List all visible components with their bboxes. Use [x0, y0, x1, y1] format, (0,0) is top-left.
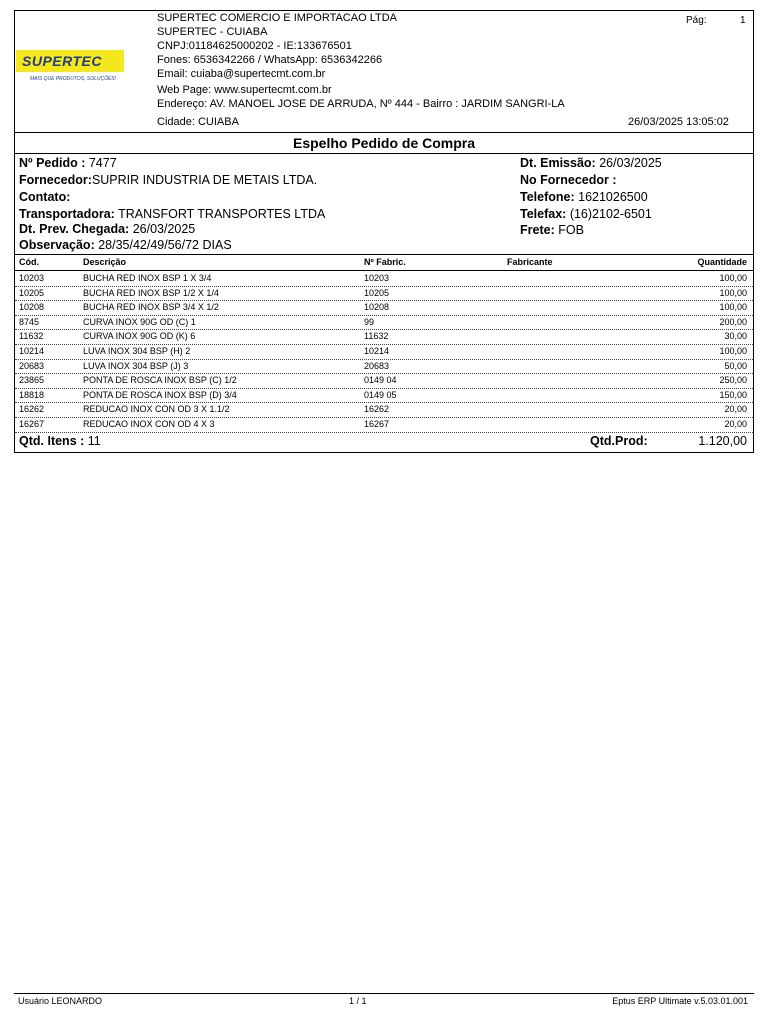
cell-descricao: REDUCAO INOX CON OD 3 X 1.1/2 — [83, 404, 230, 415]
cell-quantidade: 30,00 — [724, 331, 747, 342]
item-count-label: Qtd. Itens : — [19, 434, 85, 448]
table-row — [15, 402, 753, 418]
cell-quantidade: 100,00 — [719, 287, 747, 298]
table-row — [15, 388, 753, 404]
cell-cod: 8745 — [19, 316, 40, 327]
contact-label: Contato: — [19, 190, 71, 204]
cell-n-fabric: 10208 — [364, 302, 390, 313]
cell-descricao: LUVA INOX 304 BSP (J) 3 — [83, 360, 189, 371]
cell-quantidade: 20,00 — [724, 419, 747, 429]
cell-descricao: PONTA DE ROSCA INOX BSP (D) 3/4 — [83, 389, 237, 400]
print-datetime: 26/03/2025 13:05:02 — [628, 116, 729, 128]
table-row — [15, 344, 753, 360]
supplier-number-label: No Fornecedor : — [520, 173, 617, 187]
fax-row — [520, 206, 652, 222]
cell-cod: 18818 — [19, 389, 45, 400]
cell-quantidade: 150,00 — [719, 389, 747, 400]
total-qty-value: 1.120,00 — [698, 434, 747, 448]
company-email: Email: cuiaba@supertecmt.com.br — [157, 68, 326, 80]
observation-row — [19, 237, 232, 253]
order-number-value: 7477 — [88, 156, 117, 170]
cell-n-fabric: 10205 — [364, 287, 390, 298]
cell-cod: 10203 — [19, 273, 45, 283]
arrival-label: Dt. Prev. Chegada: — [19, 222, 130, 236]
cell-n-fabric: 0149 05 — [364, 389, 397, 400]
issue-date-value: 26/03/2025 — [599, 156, 662, 170]
table-row — [15, 300, 753, 316]
fax-label: Telefax: — [520, 207, 567, 221]
phone-row — [520, 189, 648, 205]
header-cod: Cód. — [19, 257, 39, 267]
table-row — [15, 329, 753, 345]
page-footer — [14, 993, 754, 1008]
cell-cod: 10208 — [19, 302, 45, 313]
footer-version: Eptus ERP Ultimate v.5.03.01.001 — [612, 996, 748, 1006]
supplier-value: SUPRIR INDUSTRIA DE METAIS LTDA. — [91, 173, 318, 187]
page-number: 1 — [740, 15, 746, 26]
company-phones: Fones: 6536342266 / WhatsApp: 6536342266 — [157, 54, 383, 66]
cell-cod: 23865 — [19, 375, 45, 386]
page-label: Pág: — [686, 15, 707, 26]
cell-cod: 10205 — [19, 287, 45, 298]
item-count-value: 11 — [87, 434, 101, 448]
cell-n-fabric: 99 — [364, 316, 375, 327]
freight-label: Frete: — [520, 223, 555, 237]
cell-descricao: PONTA DE ROSCA INOX BSP (C) 1/2 — [83, 375, 237, 386]
cell-n-fabric: 16267 — [364, 419, 390, 429]
phone-value: 1621026500 — [578, 190, 648, 204]
order-info — [14, 154, 754, 255]
company-name: SUPERTEC COMERCIO E IMPORTACAO LTDA — [157, 12, 397, 24]
carrier-row — [19, 206, 325, 222]
cell-n-fabric: 11632 — [364, 331, 389, 342]
document-title: Espelho Pedido de Compra — [14, 133, 754, 154]
freight-row — [520, 222, 584, 238]
table-row — [15, 359, 753, 375]
cell-n-fabric: 20683 — [364, 360, 390, 371]
table-row — [15, 271, 753, 287]
carrier-value: TRANSFORT TRANSPORTES LTDA — [118, 207, 326, 221]
carrier-label: Transportadora: — [19, 207, 115, 221]
footer-pages: 1 / 1 — [349, 996, 367, 1006]
cell-n-fabric: 10203 — [364, 273, 390, 283]
cell-descricao: BUCHA RED INOX BSP 1/2 X 1/4 — [83, 287, 219, 298]
header-n-fabric: Nº Fabric. — [364, 257, 406, 267]
supplier-number-row — [520, 172, 617, 188]
cell-cod: 10214 — [19, 346, 45, 356]
cell-cod: 16267 — [19, 419, 45, 429]
table-row — [15, 373, 753, 389]
cell-quantidade: 20,00 — [724, 404, 747, 415]
cell-cod: 11632 — [19, 331, 44, 342]
company-web: Web Page: www.supertecmt.com.br — [157, 84, 332, 96]
issue-date-label: Dt. Emissão: — [520, 156, 596, 170]
cell-quantidade: 100,00 — [719, 302, 747, 313]
logo-slogan: MAIS QUE PRODUTOS, SOLUÇÕES! — [30, 76, 117, 82]
order-number-label: Nº Pedido : — [19, 156, 86, 170]
fax-value: (16)2102-6501 — [569, 207, 652, 221]
supplier-label: Fornecedor: — [19, 173, 92, 187]
cell-quantidade: 100,00 — [719, 273, 747, 283]
header-quantidade: Quantidade — [697, 257, 747, 267]
cell-descricao: CURVA INOX 90G OD (K) 6 — [83, 331, 196, 342]
logo-text: SUPERTEC — [22, 53, 102, 69]
cell-quantidade: 100,00 — [719, 346, 747, 356]
phone-label: Telefone: — [520, 190, 575, 204]
table-totals — [15, 431, 753, 451]
freight-value: FOB — [558, 223, 584, 237]
items-table — [14, 255, 754, 453]
header-descricao: Descrição — [83, 257, 127, 267]
observation-label: Observação: — [19, 238, 95, 252]
cell-cod: 20683 — [19, 360, 45, 371]
cell-n-fabric: 16262 — [364, 404, 390, 415]
arrival-value: 26/03/2025 — [132, 222, 196, 236]
company-branch: SUPERTEC - CUIABA — [157, 26, 268, 38]
issue-date-row — [520, 155, 662, 171]
observation-value: 28/35/42/49/56/72 DIAS — [98, 238, 232, 252]
cell-descricao: BUCHA RED INOX BSP 1 X 3/4 — [83, 273, 212, 283]
contact-row — [19, 189, 70, 205]
item-count — [19, 431, 101, 451]
header-fabricante: Fabricante — [507, 257, 553, 267]
table-row — [15, 286, 753, 302]
supplier-row — [19, 172, 317, 188]
table-header — [15, 255, 753, 271]
table-row — [15, 315, 753, 331]
cell-cod: 16262 — [19, 404, 45, 415]
company-address: Endereço: AV. MANOEL JOSE DE ARRUDA, Nº 444 - Bairro : JARDIM SANGRI-LA — [157, 98, 565, 110]
arrival-row — [19, 221, 195, 237]
company-logo — [16, 50, 128, 88]
cell-descricao: REDUCAO INOX CON OD 4 X 3 — [83, 419, 215, 429]
cell-quantidade: 200,00 — [719, 316, 747, 327]
cell-descricao: BUCHA RED INOX BSP 3/4 X 1/2 — [83, 302, 219, 313]
cell-n-fabric: 0149 04 — [364, 375, 397, 386]
total-qty-label: Qtd.Prod: — [590, 434, 648, 448]
cell-quantidade: 250,00 — [719, 375, 747, 386]
cell-n-fabric: 10214 — [364, 346, 390, 356]
cell-descricao: CURVA INOX 90G OD (C) 1 — [83, 316, 196, 327]
footer-user: Usuário LEONARDO — [18, 996, 103, 1006]
order-number-row — [19, 155, 117, 171]
company-cnpj: CNPJ:01184625000202 - IE:133676501 — [157, 40, 352, 52]
cell-descricao: LUVA INOX 304 BSP (H) 2 — [83, 346, 191, 356]
cell-quantidade: 50,00 — [724, 360, 747, 371]
company-city: Cidade: CUIABA — [157, 116, 239, 128]
